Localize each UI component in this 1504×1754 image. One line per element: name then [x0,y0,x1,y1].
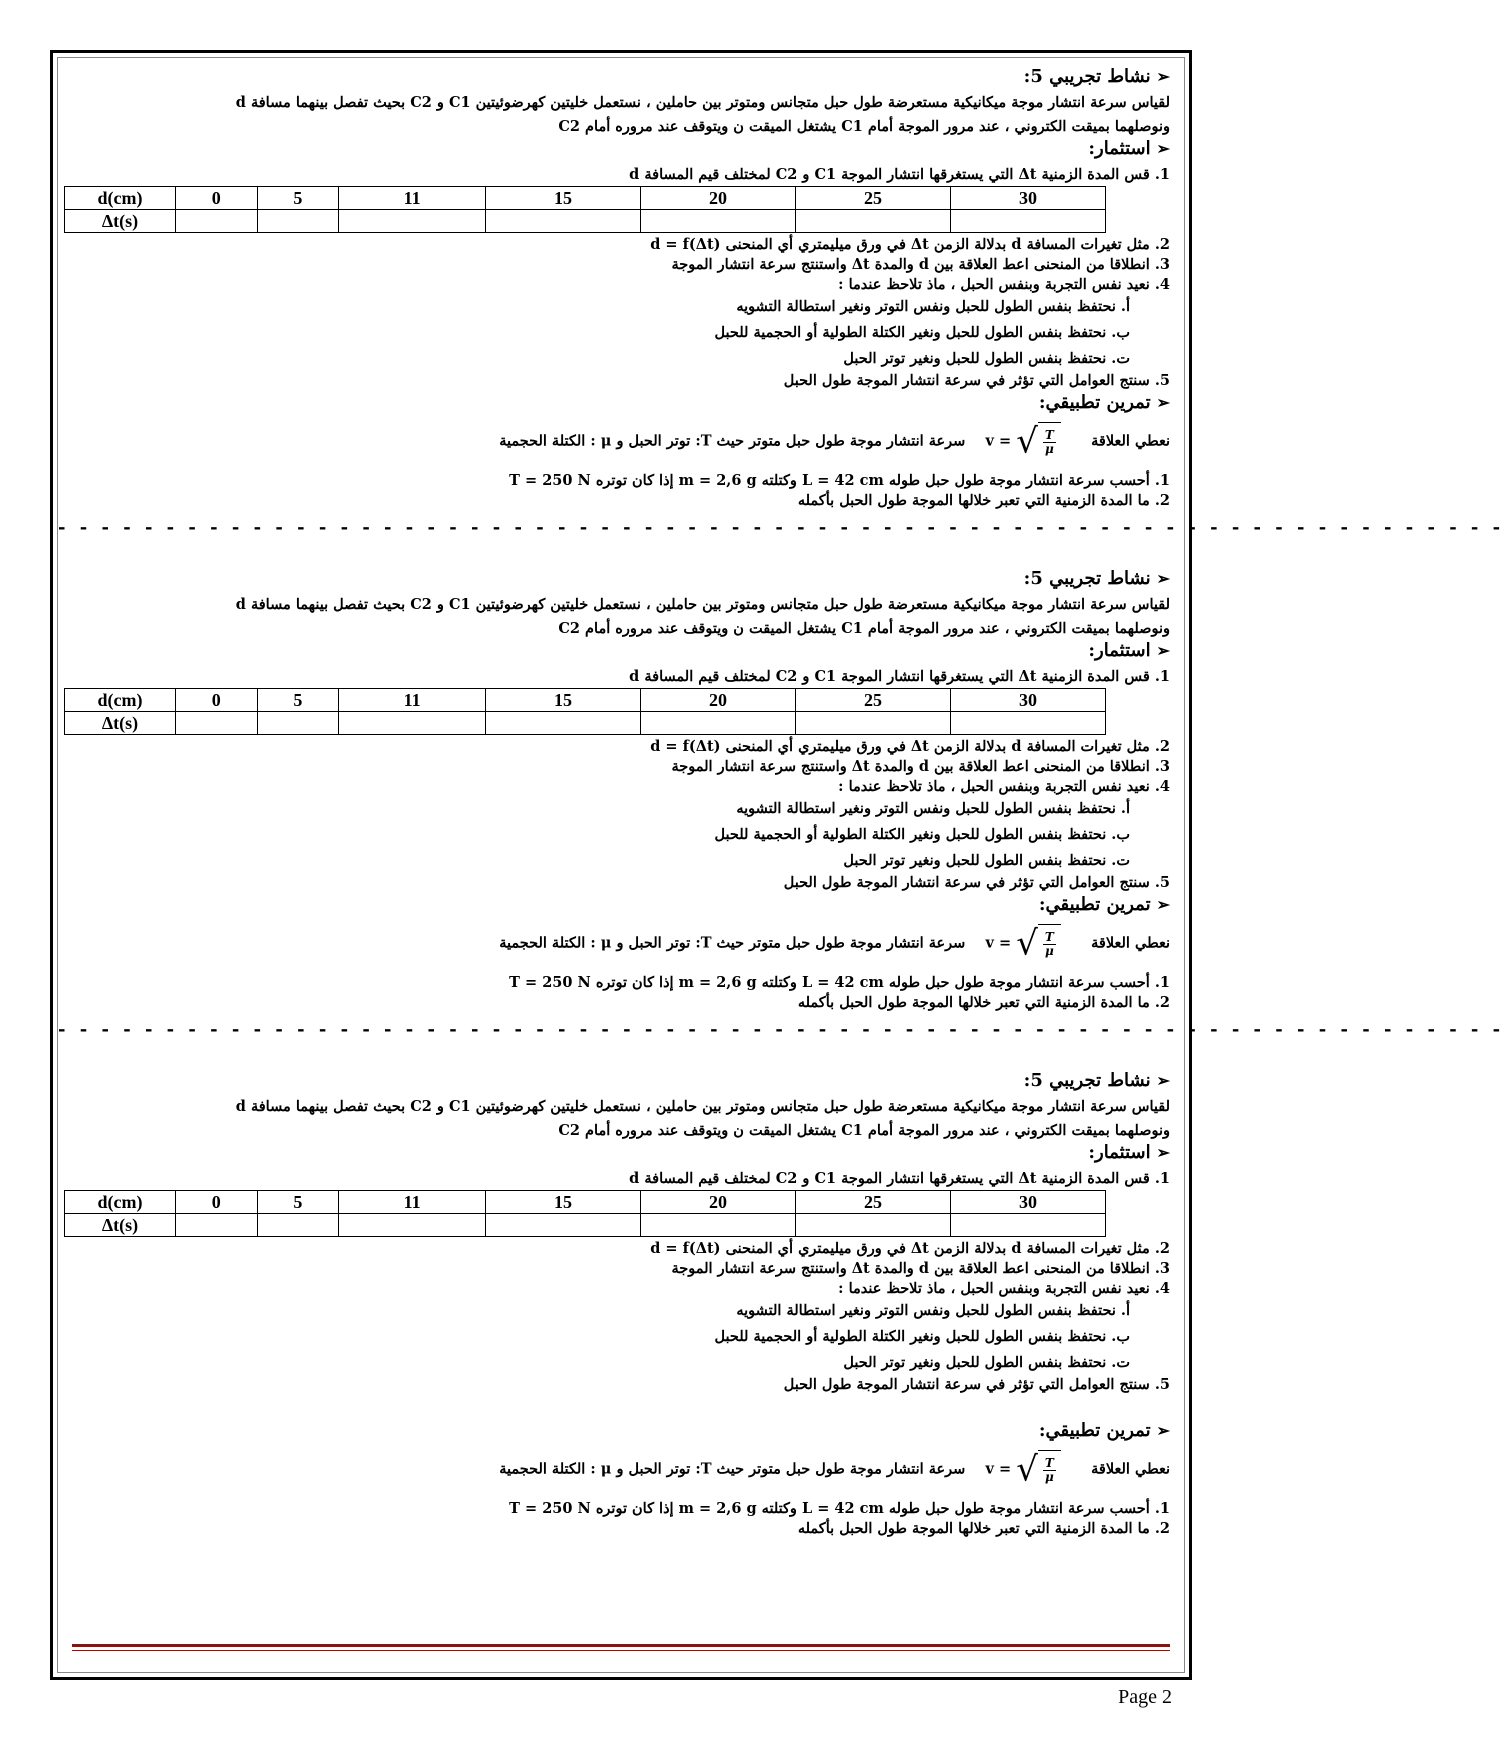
exercise-question-1: أحسب سرعة انتشار موجة طول حبل طوله L = 42 cm وكتلته m = 2,6 g إذا كان توتره T = 250 N [509,1500,1150,1517]
table-cell: 0 [176,689,258,712]
activity-section-3 [58,1072,1170,1574]
table-cell: 25 [796,1191,951,1214]
relation-line [499,924,1170,963]
table-cell: 15 [486,689,641,712]
question-4: نعيد نفس التجربة وبنفس الحبل ، ماذ تلاحظ عندما : [838,1280,1150,1297]
activity-intro-line2: ونوصلهما بميقت الكتروني ، عند مرور الموجة أمام C1 يشتغل الميقت ن ويتوقف عند مروره أمام C2 [558,118,1170,135]
question-3: انطلاقا من المنحنى اعط العلاقة بين d والمدة Δt واستنتج سرعة انتشار الموجة [671,758,1150,775]
question-4c: ت. نحتفظ بنفس الطول للحبل ونغير توتر الحبل [843,1354,1130,1371]
arrow-bullet-icon: ➢ [1156,67,1170,86]
relation-line [499,1450,1170,1489]
item-number: 4. [1154,1280,1170,1297]
speed-formula [986,1450,1061,1489]
table-cell-empty [641,210,796,233]
exercise-question-2: ما المدة الزمنية التي تعبر خلالها الموجة طول الحبل بأكمله [797,492,1150,509]
relation-suffix: سرعة انتشار موجة طول حبل متوتر حيث T: توتر الحبل و μ : الكتلة الحجمية [499,432,966,450]
question-4c: ت. نحتفظ بنفس الطول للحبل ونغير توتر الحبل [843,852,1130,869]
fraction-denominator: μ [1044,1469,1054,1484]
relation-prefix: نعطي العلاقة [1091,1460,1170,1478]
speed-formula [986,924,1061,963]
question-3: انطلاقا من المنحنى اعط العلاقة بين d والمدة Δt واستنتج سرعة انتشار الموجة [671,1260,1150,1277]
relation-suffix: سرعة انتشار موجة طول حبل متوتر حيث T: توتر الحبل و μ : الكتلة الحجمية [499,1460,966,1478]
footer-rule-thin [72,1650,1170,1651]
exploitation-heading: استثمار: [1088,138,1151,159]
measurement-table [64,688,1106,735]
row-label-duration: Δt(s) [65,712,176,735]
question-5: سنتج العوامل التي تؤثر في سرعة انتشار الموجة طول الحبل [783,1376,1150,1393]
question-4b: ب. نحتفظ بنفس الطول للحبل ونغير الكتلة الطولية أو الحجمية للحبل [714,826,1130,843]
exercise-title: تمرين تطبيقي: [1038,1420,1151,1441]
formula-fraction [1043,931,1056,958]
item-number: 1. [1154,1500,1170,1517]
question-2: مثل تغيرات المسافة d بدلالة الزمن Δt في ورق ميليمتري أي المنحنى d = f(Δt) [650,1240,1150,1257]
exercise-title: تمرين تطبيقي: [1038,894,1151,915]
table-cell-empty [339,712,486,735]
item-number: 1. [1154,974,1170,991]
table-cell: 30 [950,187,1105,210]
table-cell: 5 [257,1191,339,1214]
item-number: 5. [1154,1376,1170,1393]
table-cell-empty [796,712,951,735]
arrow-bullet-icon: ➢ [1156,1421,1170,1440]
page-number: Page 2 [1118,1686,1172,1708]
row-label-distance: d(cm) [65,689,176,712]
item-number: 1. [1154,1170,1170,1187]
row-label-distance: d(cm) [65,187,176,210]
question-1: قس المدة الزمنية Δt التي يستغرقها انتشار الموجة C1 و C2 لمختلف قيم المسافة d [629,668,1150,685]
cut-line-separator: - - - - - - - - - - - - - - - - - - - - - - - - - - - - - - - - - - - - - - - - - - - - - - - - - - - - - - - - - - - - - - - - - - - [58,1019,1504,1040]
table-cell: 0 [176,1191,258,1214]
table-cell-empty [176,1214,258,1237]
item-number: 4. [1154,276,1170,293]
table-cell-empty [950,210,1105,233]
question-1: قس المدة الزمنية Δt التي يستغرقها انتشار الموجة C1 و C2 لمختلف قيم المسافة d [629,166,1150,183]
cut-line-separator: - - - - - - - - - - - - - - - - - - - - - - - - - - - - - - - - - - - - - - - - - - - - - - - - - - - - - - - - - - - - - - - - - - - [58,517,1504,538]
item-number: 2. [1154,236,1170,253]
question-3: انطلاقا من المنحنى اعط العلاقة بين d والمدة Δt واستنتج سرعة انتشار الموجة [671,256,1150,273]
arrow-bullet-icon: ➢ [1156,139,1170,158]
fraction-denominator: μ [1044,441,1054,456]
table-cell-empty [796,210,951,233]
item-number: 2. [1154,738,1170,755]
table-cell: 11 [339,1191,486,1214]
question-4a: أ. نحتفظ بنفس الطول للحبل ونفس التوتر ونغير استطالة التشويه [736,298,1130,315]
table-cell-empty [950,712,1105,735]
fraction-numerator: T [1044,427,1054,442]
measurement-table [64,1190,1106,1237]
relation-line [499,422,1170,461]
question-4: نعيد نفس التجربة وبنفس الحبل ، ماذ تلاحظ عندما : [838,276,1150,293]
exercise-question-2: ما المدة الزمنية التي تعبر خلالها الموجة طول الحبل بأكمله [797,1520,1150,1537]
item-number: 5. [1154,372,1170,389]
worksheet-content [58,66,1504,1574]
exercise-title: تمرين تطبيقي: [1038,392,1151,413]
table-cell: 25 [796,187,951,210]
arrow-bullet-icon: ➢ [1156,641,1170,660]
table-cell-empty [796,1214,951,1237]
item-number: 5. [1154,874,1170,891]
item-number: 2. [1154,1520,1170,1537]
question-4b: ب. نحتفظ بنفس الطول للحبل ونغير الكتلة الطولية أو الحجمية للحبل [714,1328,1130,1345]
question-4a: أ. نحتفظ بنفس الطول للحبل ونفس التوتر ونغير استطالة التشويه [736,1302,1130,1319]
formula-fraction [1043,1457,1056,1484]
item-number: 2. [1154,492,1170,509]
arrow-bullet-icon: ➢ [1156,393,1170,412]
question-4a: أ. نحتفظ بنفس الطول للحبل ونفس التوتر ونغير استطالة التشويه [736,800,1130,817]
activity-title: نشاط تجريبي 5: [1023,66,1151,87]
table-cell: 30 [950,689,1105,712]
activity-section-2 [58,568,1504,1072]
table-cell-empty [486,712,641,735]
item-number: 2. [1154,1240,1170,1257]
table-cell-empty [257,210,339,233]
table-row [65,712,1106,735]
formula-v: v = [985,1460,1012,1478]
arrow-bullet-icon: ➢ [1156,895,1170,914]
item-number: 2. [1154,994,1170,1011]
table-cell: 20 [641,187,796,210]
item-number: 3. [1154,1260,1170,1277]
activity-intro-line1: لقياس سرعة انتشار موجة ميكانيكية مستعرضة طول حبل متجانس ومتوتر بين حاملين ، نستعمل خليتين كهرضوئيتين C1 و C2 بحيث تفصل بينهما مسافة d [235,94,1170,111]
table-cell-empty [641,712,796,735]
activity-intro-line1: لقياس سرعة انتشار موجة ميكانيكية مستعرضة طول حبل متجانس ومتوتر بين حاملين ، نستعمل خليتين كهرضوئيتين C1 و C2 بحيث تفصل بينهما مسافة d [235,596,1170,613]
exercise-question-2: ما المدة الزمنية التي تعبر خلالها الموجة طول الحبل بأكمله [797,994,1150,1011]
question-1: قس المدة الزمنية Δt التي يستغرقها انتشار الموجة C1 و C2 لمختلف قيم المسافة d [629,1170,1150,1187]
question-4: نعيد نفس التجربة وبنفس الحبل ، ماذ تلاحظ عندما : [838,778,1150,795]
table-cell: 5 [257,689,339,712]
table-cell-empty [339,1214,486,1237]
item-number: 3. [1154,758,1170,775]
table-cell: 15 [486,187,641,210]
item-number: 1. [1154,472,1170,489]
arrow-bullet-icon: ➢ [1156,1143,1170,1162]
item-number: 3. [1154,256,1170,273]
fraction-numerator: T [1044,1455,1054,1470]
question-2: مثل تغيرات المسافة d بدلالة الزمن Δt في ورق ميليمتري أي المنحنى d = f(Δt) [650,738,1150,755]
table-cell: 11 [339,187,486,210]
table-row [65,187,1106,210]
table-cell: 15 [486,1191,641,1214]
table-cell-empty [950,1214,1105,1237]
table-cell: 5 [257,187,339,210]
table-row [65,1191,1106,1214]
formula-v: v = [985,432,1012,450]
question-5: سنتج العوامل التي تؤثر في سرعة انتشار الموجة طول الحبل [783,372,1150,389]
formula-v: v = [985,934,1012,952]
item-number: 1. [1154,668,1170,685]
arrow-bullet-icon: ➢ [1156,569,1170,588]
table-cell: 25 [796,689,951,712]
exploitation-heading: استثمار: [1088,1142,1151,1163]
question-2: مثل تغيرات المسافة d بدلالة الزمن Δt في ورق ميليمتري أي المنحنى d = f(Δt) [650,236,1150,253]
square-root-icon: √ [1016,421,1038,462]
square-root-icon: √ [1016,923,1038,964]
table-cell: 20 [641,1191,796,1214]
formula-fraction [1043,429,1056,456]
table-cell: 0 [176,187,258,210]
activity-title: نشاط تجريبي 5: [1023,1070,1151,1091]
exploitation-heading: استثمار: [1088,640,1151,661]
table-cell-empty [176,210,258,233]
exercise-question-1: أحسب سرعة انتشار موجة طول حبل طوله L = 42 cm وكتلته m = 2,6 g إذا كان توتره T = 250 N [509,472,1150,489]
table-cell-empty [486,210,641,233]
activity-intro-line2: ونوصلهما بميقت الكتروني ، عند مرور الموجة أمام C1 يشتغل الميقت ن ويتوقف عند مروره أمام C2 [558,1122,1170,1139]
table-row [65,1214,1106,1237]
fraction-denominator: μ [1044,943,1054,958]
square-root-icon: √ [1016,1449,1038,1490]
table-row [65,689,1106,712]
arrow-bullet-icon: ➢ [1156,1071,1170,1090]
activity-section-1 [58,66,1504,570]
activity-title: نشاط تجريبي 5: [1023,568,1151,589]
table-cell-empty [641,1214,796,1237]
question-4c: ت. نحتفظ بنفس الطول للحبل ونغير توتر الحبل [843,350,1130,367]
row-label-duration: Δt(s) [65,1214,176,1237]
activity-intro-line1: لقياس سرعة انتشار موجة ميكانيكية مستعرضة طول حبل متجانس ومتوتر بين حاملين ، نستعمل خليتين كهرضوئيتين C1 و C2 بحيث تفصل بينهما مسافة d [235,1098,1170,1115]
item-number: 1. [1154,166,1170,183]
table-row [65,210,1106,233]
relation-prefix: نعطي العلاقة [1091,432,1170,450]
relation-suffix: سرعة انتشار موجة طول حبل متوتر حيث T: توتر الحبل و μ : الكتلة الحجمية [499,934,966,952]
table-cell: 20 [641,689,796,712]
table-cell-empty [486,1214,641,1237]
table-cell-empty [339,210,486,233]
relation-prefix: نعطي العلاقة [1091,934,1170,952]
activity-intro-line2: ونوصلهما بميقت الكتروني ، عند مرور الموجة أمام C1 يشتغل الميقت ن ويتوقف عند مروره أمام C2 [558,620,1170,637]
table-cell: 30 [950,1191,1105,1214]
fraction-numerator: T [1044,929,1054,944]
table-cell-empty [257,1214,339,1237]
row-label-distance: d(cm) [65,1191,176,1214]
table-cell: 11 [339,689,486,712]
question-4b: ب. نحتفظ بنفس الطول للحبل ونغير الكتلة الطولية أو الحجمية للحبل [714,324,1130,341]
exercise-question-1: أحسب سرعة انتشار موجة طول حبل طوله L = 42 cm وكتلته m = 2,6 g إذا كان توتره T = 250 N [509,974,1150,991]
question-5: سنتج العوامل التي تؤثر في سرعة انتشار الموجة طول الحبل [783,874,1150,891]
measurement-table [64,186,1106,233]
row-label-duration: Δt(s) [65,210,176,233]
footer-rule [72,1644,1170,1647]
item-number: 4. [1154,778,1170,795]
speed-formula [986,422,1061,461]
table-cell-empty [176,712,258,735]
table-cell-empty [257,712,339,735]
